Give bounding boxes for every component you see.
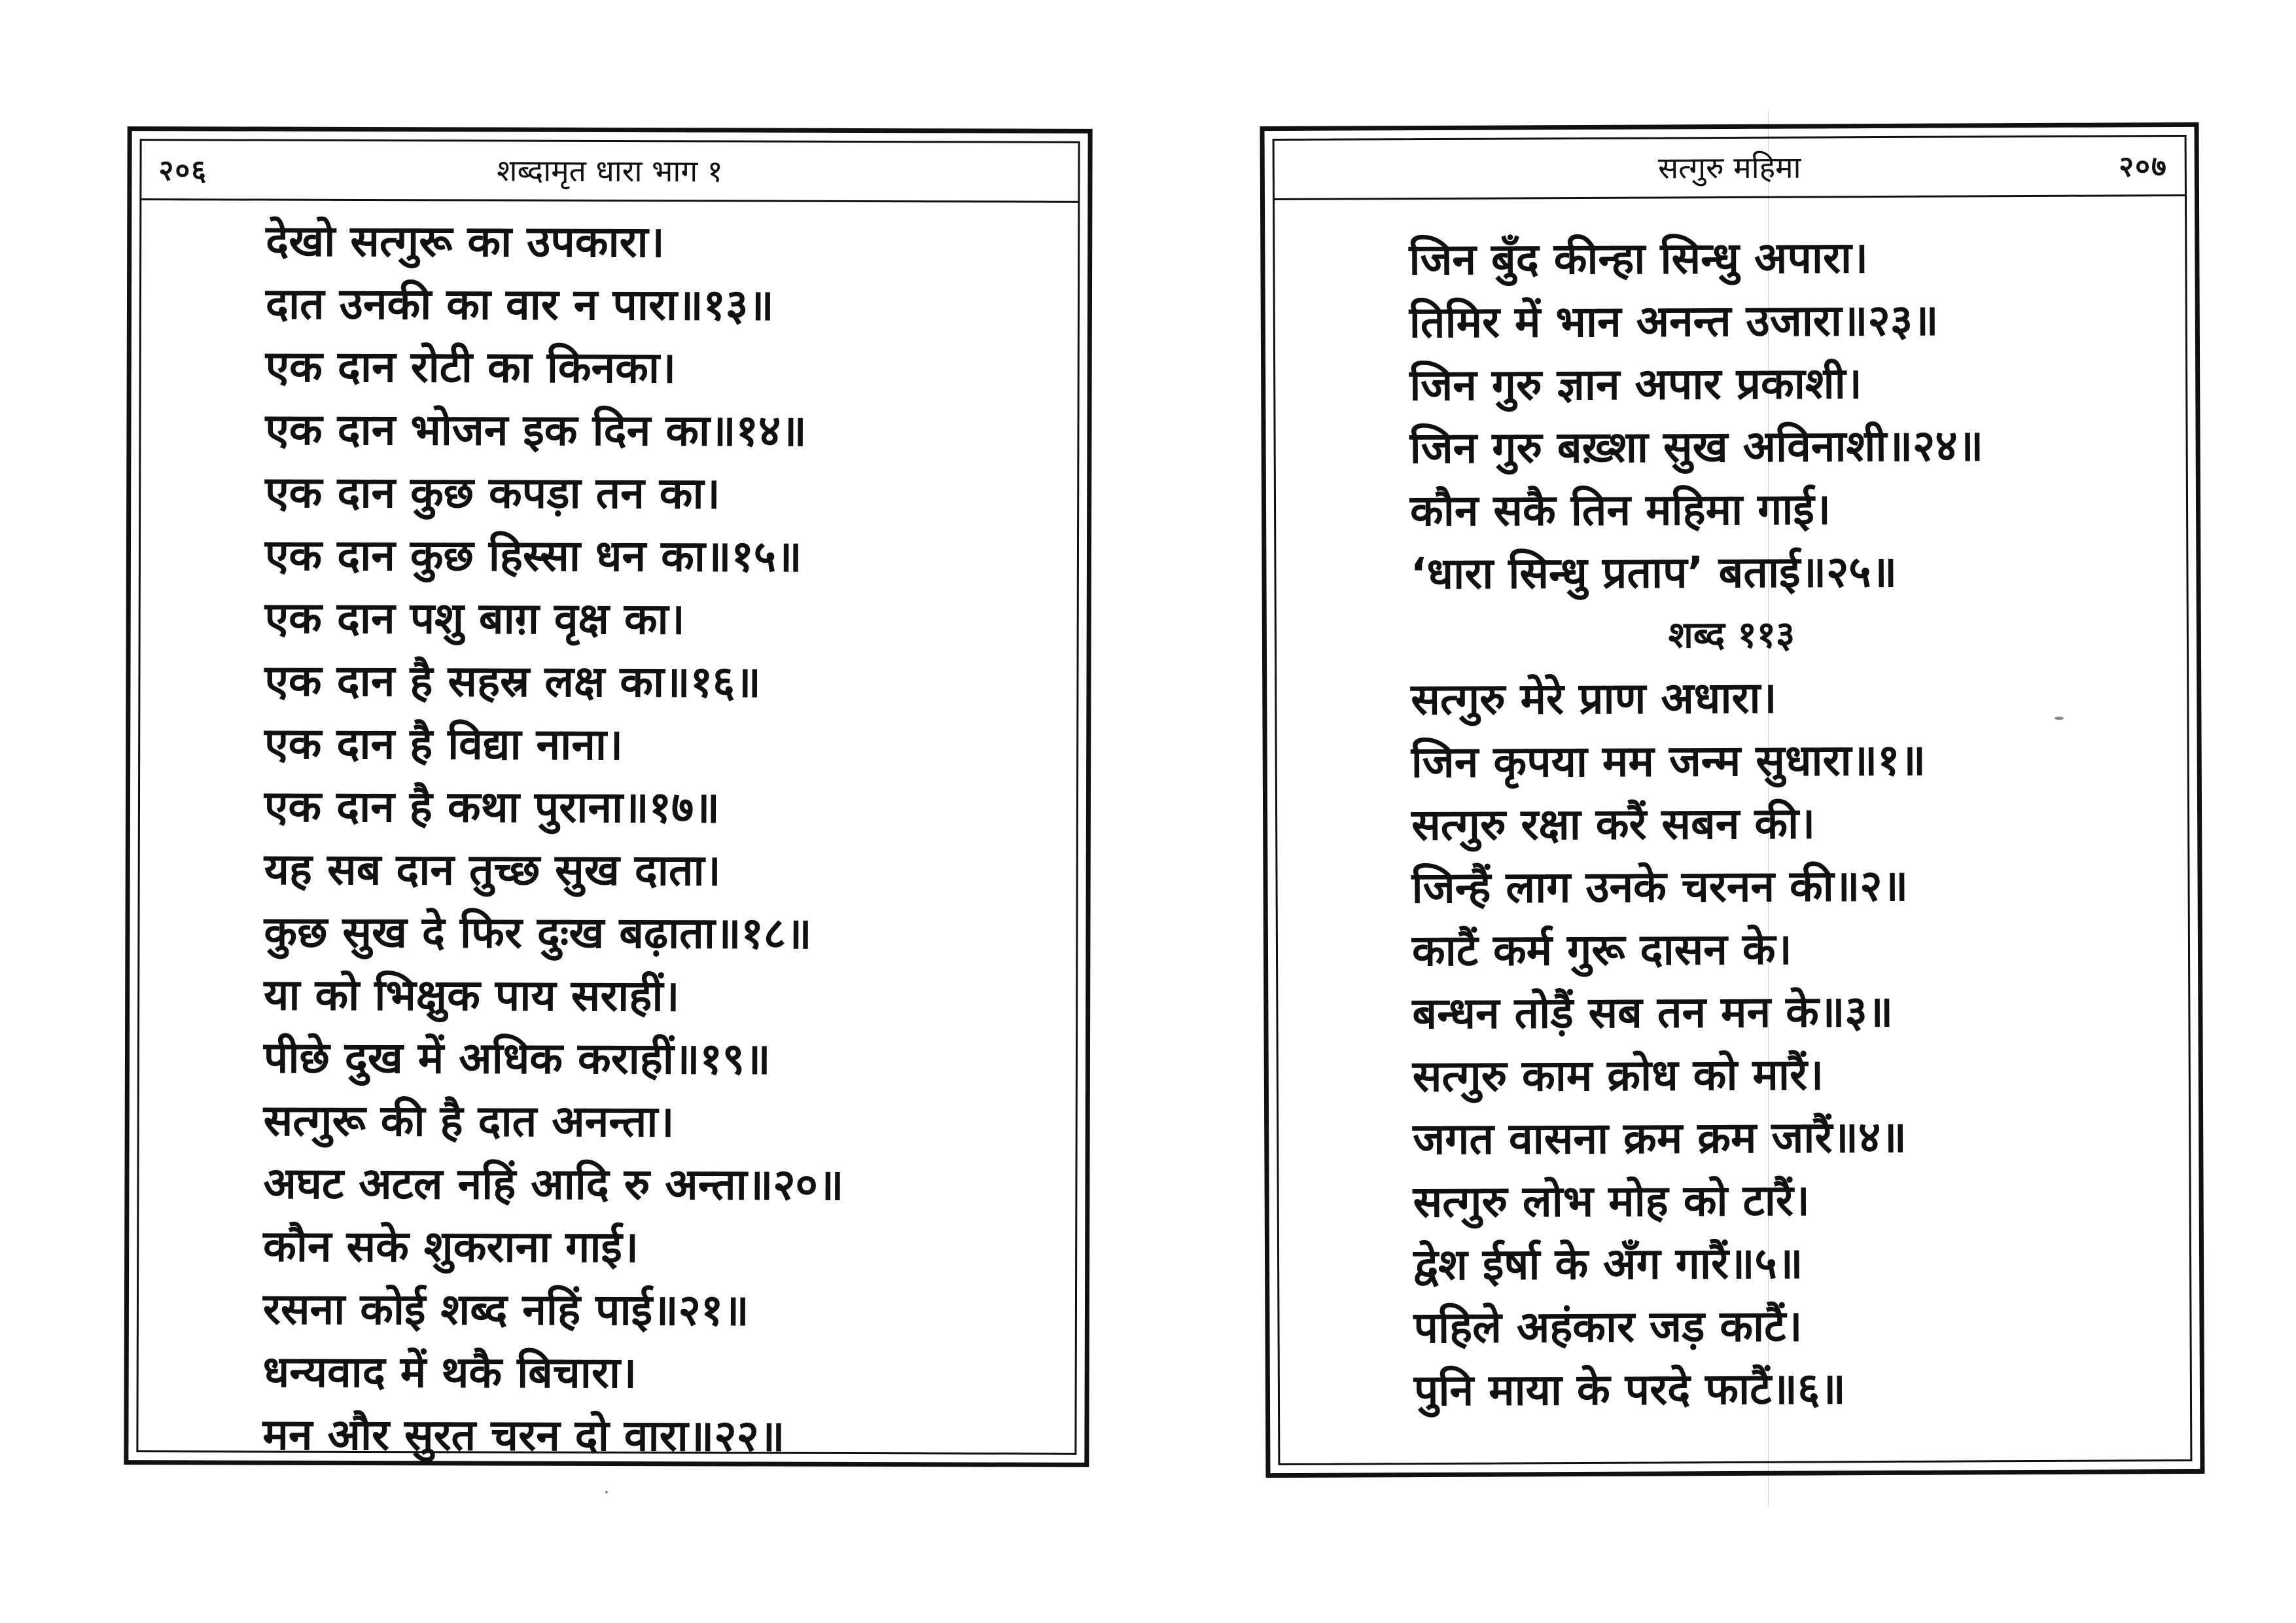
verse-line: रसना कोई शब्द नहिं पाई॥२१॥ xyxy=(262,1283,749,1336)
verse-line: एक दान भोजन इक दिन का॥१४॥ xyxy=(265,404,807,456)
verse-line: यह सब दान तुच्छ सुख दाता। xyxy=(264,844,721,896)
page-number: २०६ xyxy=(158,154,208,188)
right-page xyxy=(1260,122,2205,1478)
scan-speck xyxy=(605,1491,608,1493)
verse-line: एक दान रोटी का किनका। xyxy=(265,341,677,393)
verse-line: जिन कृपया मम जन्म सुधारा॥१॥ xyxy=(1411,734,1926,788)
verse-line: सत्गुरु रक्षा करैं सबन की। xyxy=(1411,798,1816,851)
verse-list xyxy=(138,209,1078,1469)
verse-line: एक दान कुछ कपड़ा तन का। xyxy=(265,467,720,519)
verse-line: काटैं कर्म गुरू दासन के। xyxy=(1411,923,1792,976)
verse-line: ‘धारा सिन्धु प्रताप’ बताई॥२५॥ xyxy=(1410,546,1898,599)
verse-line: बन्धन तोड़ैं सब तन मन के॥३॥ xyxy=(1412,986,1894,1039)
verse-line: जगत वासना क्रम क्रम जारैं॥४॥ xyxy=(1413,1111,1907,1165)
shabd-heading: शब्द ११३ xyxy=(1668,613,1795,657)
running-header-title: सत्गुरु महिमा xyxy=(1657,149,1801,186)
verse-line: दात उनकी का वार न पारा॥१३॥ xyxy=(265,278,774,330)
verse-line: जिन्हैं लाग उनके चरनन की॥२॥ xyxy=(1411,860,1909,914)
left-page-frame xyxy=(136,139,1080,1461)
verse-line: मन और सुरत चरन दो वारा॥२२॥ xyxy=(262,1409,785,1461)
verse-line: देखो सत्गुरू का उपकारा। xyxy=(266,215,665,268)
running-header-title: शब्दामृत धारा भाग १ xyxy=(497,152,723,189)
verse-line: सत्गुरु मेरे प्राण अधारा। xyxy=(1411,672,1777,725)
page-number: २०७ xyxy=(2119,150,2168,184)
verse-line: पुनि माया के परदे फाटैं॥६॥ xyxy=(1413,1363,1846,1416)
verse-line: द्वेश ईर्षा के अँग गारैं॥५॥ xyxy=(1413,1238,1803,1291)
verse-line: एक दान है कथा पुराना॥१७॥ xyxy=(264,781,720,833)
verse-line: जिन बुँद कीन्हा सिन्धु अपारा। xyxy=(1409,232,1869,285)
verse-line: पहिले अहंकार जड़ काटैं। xyxy=(1413,1300,1803,1353)
verse-line: एक दान है सहस्र लक्ष का॥१६॥ xyxy=(264,655,761,707)
verse-line: या को भिक्षुक पाय सराहीं। xyxy=(264,969,680,1022)
verse-line: जिन गुरु ज्ञान अपार प्रकाशी। xyxy=(1409,358,1862,411)
verse-list xyxy=(1275,225,2190,1423)
left-page xyxy=(124,126,1092,1467)
verse-line: एक दान पशु बाग़ वृक्ष का। xyxy=(264,592,685,645)
verse-line: कौन सकै तिन महिमा गाई। xyxy=(1409,484,1831,537)
verse-line: जिन गुरु बख़्शा सुख अविनाशी॥२४॥ xyxy=(1409,420,1984,474)
verse-line: एक दान है विद्या नाना। xyxy=(264,718,624,770)
verse-line: पीछे दुख में अधिक कराहीं॥१९॥ xyxy=(263,1032,771,1084)
verse-line: सत्गुरु लोभ मोह को टारैं। xyxy=(1413,1175,1810,1228)
verse-line: अघट अटल नहिं आदि रु अन्ता॥२०॥ xyxy=(263,1158,844,1210)
verse-line: सत्गुरू की है दात अनन्ता। xyxy=(263,1095,675,1147)
verse-line: तिमिर में भान अनन्त उजारा॥२३॥ xyxy=(1409,294,1939,348)
left-page-header xyxy=(141,141,1078,203)
verse-line: धन्यवाद में थकै बिचारा। xyxy=(262,1346,637,1399)
verse-line: कुछ सुख दे फिर दुःख बढ़ाता॥१८॥ xyxy=(264,906,812,959)
verse-line: कौन सके शुकराना गाई। xyxy=(263,1221,639,1273)
verse-line: सत्गुरु काम क्रोध को मारैं। xyxy=(1412,1049,1824,1102)
right-page-header xyxy=(1275,137,2185,200)
right-page-frame xyxy=(1273,135,2193,1465)
verse-line: एक दान कुछ हिस्सा धन का॥१५॥ xyxy=(264,529,802,582)
